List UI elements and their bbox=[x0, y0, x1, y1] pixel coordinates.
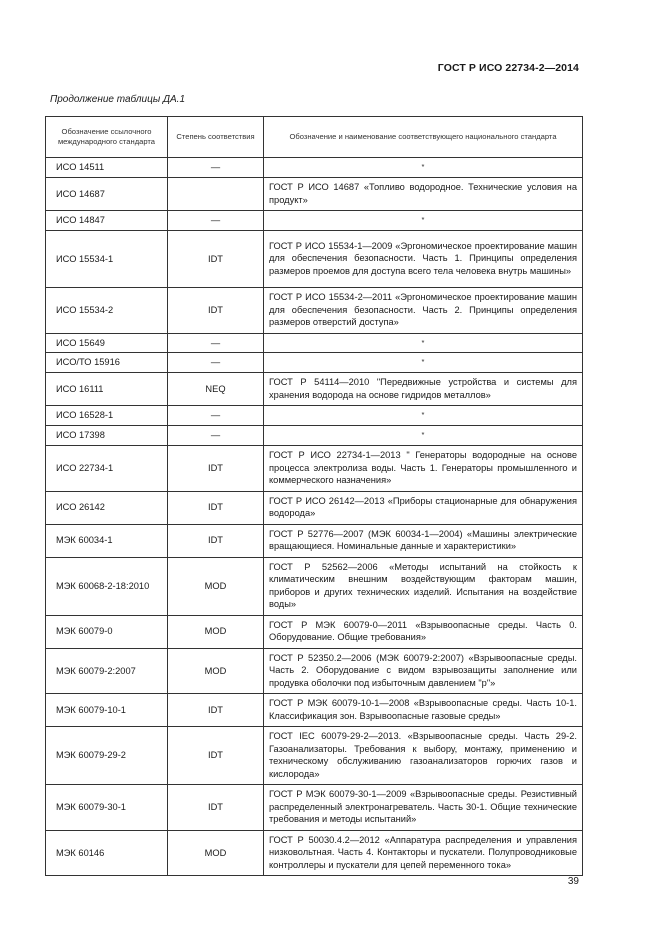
table-row bbox=[46, 446, 583, 492]
cell-degree: — bbox=[168, 426, 264, 446]
cell-degree: — bbox=[168, 158, 264, 178]
table-row bbox=[46, 785, 583, 831]
table-row bbox=[46, 491, 583, 524]
cell-degree: MOD bbox=[168, 557, 264, 615]
cell-national: ГОСТ Р ИСО 22734-1—2013 " Генераторы водородные на основе процесса электролиза воды. Часть 1. Генераторы промышленного и коммерческого назначения» bbox=[264, 446, 583, 492]
table-row bbox=[46, 231, 583, 288]
cell-national: * bbox=[264, 353, 583, 373]
cell-degree: IDT bbox=[168, 446, 264, 492]
cell-degree: IDT bbox=[168, 491, 264, 524]
cell-national: * bbox=[264, 426, 583, 446]
cell-national: * bbox=[264, 211, 583, 231]
cell-national: ГОСТ Р 52350.2—2006 (МЭК 60079-2:2007) «Взрывоопасные среды. Часть 2. Оборудование с видом взрывозащиты заполнение или продувка оболочки под избыточным давлением "р"» bbox=[264, 648, 583, 694]
cell-degree: — bbox=[168, 211, 264, 231]
cell-reference: ИСО 15649 bbox=[46, 333, 168, 353]
table-row bbox=[46, 615, 583, 648]
cell-national: ГОСТ Р МЭК 60079-10-1—2008 «Взрывоопасные среды. Часть 10-1. Классификация зон. Взрывоопасные газовые среды» bbox=[264, 694, 583, 727]
column-header-degree: Степень соответствия bbox=[168, 117, 264, 158]
cell-national: ГОСТ Р МЭК 60079-0—2011 «Взрывоопасные среды. Часть 0. Оборудование. Общие требования» bbox=[264, 615, 583, 648]
cell-degree: MOD bbox=[168, 830, 264, 876]
cell-national: ГОСТ IEC 60079-29-2—2013. «Взрывоопасные среды. Часть 29-2. Газоанализаторы. Требования к выбору, монтажу, применению и техническому обслуживанию газоанализаторов горючих газов и кислорода» bbox=[264, 727, 583, 785]
cell-reference: МЭК 60079-29-2 bbox=[46, 727, 168, 785]
cell-national: * bbox=[264, 158, 583, 178]
cell-degree: — bbox=[168, 353, 264, 373]
table-row bbox=[46, 211, 583, 231]
cell-reference: ИСО 14511 bbox=[46, 158, 168, 178]
cell-reference: ИСО 15534-2 bbox=[46, 288, 168, 334]
cell-reference: МЭК 60146 bbox=[46, 830, 168, 876]
cell-national: ГОСТ Р 52776—2007 (МЭК 60034-1—2004) «Машины электрические вращающиеся. Номинальные данные и характеристики» bbox=[264, 524, 583, 557]
cell-reference: ИСО 17398 bbox=[46, 426, 168, 446]
cell-national: * bbox=[264, 406, 583, 426]
table-row bbox=[46, 694, 583, 727]
table-row bbox=[46, 727, 583, 785]
cell-degree: IDT bbox=[168, 288, 264, 334]
cell-reference: МЭК 60079-2:2007 bbox=[46, 648, 168, 694]
page-number: 39 bbox=[567, 876, 579, 887]
document-code-header: ГОСТ Р ИСО 22734-2—2014 bbox=[437, 62, 579, 74]
cell-national: ГОСТ Р ИСО 15534-1—2009 «Эргономическое проектирование машин для обеспечения безопасности. Часть 1. Принципы определения размеров проемов для доступа всего тела человека внутрь машины» bbox=[264, 231, 583, 288]
table-continuation-caption: Продолжение таблицы ДА.1 bbox=[50, 94, 186, 105]
cell-reference: ИСО 16528-1 bbox=[46, 406, 168, 426]
cell-degree: MOD bbox=[168, 648, 264, 694]
standards-table bbox=[45, 116, 583, 876]
cell-reference: МЭК 60079-0 bbox=[46, 615, 168, 648]
column-header-reference: Обозначение ссылочного международного стандарта bbox=[46, 117, 168, 158]
table-row bbox=[46, 648, 583, 694]
cell-reference: ИСО 22734-1 bbox=[46, 446, 168, 492]
cell-degree: — bbox=[168, 406, 264, 426]
cell-national: * bbox=[264, 333, 583, 353]
table-row bbox=[46, 288, 583, 334]
cell-national: ГОСТ Р 52562—2006 «Методы испытаний на стойкость к климатическим внешним воздействующим факторам машин, приборов и других технических изделий. Испытания на воздействие воды» bbox=[264, 557, 583, 615]
table-row bbox=[46, 830, 583, 876]
table-row bbox=[46, 333, 583, 353]
cell-national: ГОСТ Р 50030.4.2—2012 «Аппаратура распределения и управления низковольтная. Часть 4. Контакторы и пускатели. Полупроводниковые контроллеры и пускатели для цепей переменного тока» bbox=[264, 830, 583, 876]
table-row bbox=[46, 178, 583, 211]
cell-reference: ИСО 16111 bbox=[46, 373, 168, 406]
cell-reference: МЭК 60068-2-18:2010 bbox=[46, 557, 168, 615]
cell-national: ГОСТ Р ИСО 14687 «Топливо водородное. Технические условия на продукт» bbox=[264, 178, 583, 211]
table-row bbox=[46, 557, 583, 615]
cell-national: ГОСТ Р 54114—2010 "Передвижные устройства и системы для хранения водорода на основе гидридов металлов» bbox=[264, 373, 583, 406]
cell-degree: IDT bbox=[168, 231, 264, 288]
table-row bbox=[46, 426, 583, 446]
cell-reference: МЭК 60034-1 bbox=[46, 524, 168, 557]
cell-reference: ИСО 26142 bbox=[46, 491, 168, 524]
cell-national: ГОСТ Р ИСО 26142—2013 «Приборы стационарные для обнаружения водорода» bbox=[264, 491, 583, 524]
table-row bbox=[46, 158, 583, 178]
cell-degree: NEQ bbox=[168, 373, 264, 406]
table-row bbox=[46, 406, 583, 426]
cell-reference: МЭК 60079-30-1 bbox=[46, 785, 168, 831]
cell-degree: IDT bbox=[168, 694, 264, 727]
cell-reference: МЭК 60079-10-1 bbox=[46, 694, 168, 727]
table-row bbox=[46, 373, 583, 406]
cell-national: ГОСТ Р МЭК 60079-30-1—2009 «Взрывоопасные среды. Резистивный распределенный электронагреватель. Часть 30-1. Общие технические требования и методы испытаний» bbox=[264, 785, 583, 831]
cell-reference: ИСО/ТО 15916 bbox=[46, 353, 168, 373]
cell-degree: MOD bbox=[168, 615, 264, 648]
cell-degree: — bbox=[168, 333, 264, 353]
column-header-national: Обозначение и наименование соответствующего национального стандарта bbox=[264, 117, 583, 158]
cell-degree: IDT bbox=[168, 785, 264, 831]
table-header-row bbox=[46, 117, 583, 158]
cell-reference: ИСО 14847 bbox=[46, 211, 168, 231]
cell-degree: IDT bbox=[168, 727, 264, 785]
table-row bbox=[46, 353, 583, 373]
cell-degree bbox=[168, 178, 264, 211]
table-row bbox=[46, 524, 583, 557]
cell-reference: ИСО 15534-1 bbox=[46, 231, 168, 288]
cell-national: ГОСТ Р ИСО 15534-2—2011 «Эргономическое проектирование машин для обеспечения безопасности. Часть 2. Принципы определения размеров отверстий доступа» bbox=[264, 288, 583, 334]
cell-reference: ИСО 14687 bbox=[46, 178, 168, 211]
cell-degree: IDT bbox=[168, 524, 264, 557]
